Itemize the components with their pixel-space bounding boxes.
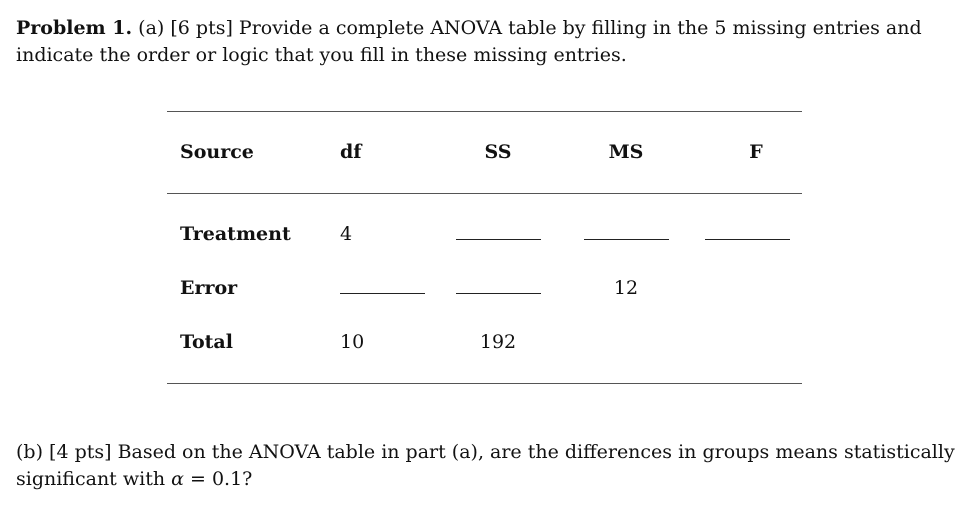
part-b-text: (b) [4 pts] Based on the ANOVA table in part (a), are the differences in groups means statistically significant with — [16, 441, 955, 490]
problem-heading: Problem 1. — [16, 17, 133, 39]
header-source: Source — [180, 141, 254, 163]
row-treatment-df: 4 — [340, 223, 353, 245]
error-df-blank — [340, 293, 425, 294]
header-ss: SS — [484, 141, 512, 163]
treatment-f-blank — [705, 239, 790, 240]
problem-1-part-b — [16, 439, 956, 493]
header-ms: MS — [608, 141, 644, 163]
row-error-source: Error — [180, 277, 238, 299]
header-f: F — [749, 141, 763, 163]
alpha-value: = 0.1? — [183, 468, 253, 490]
alpha-symbol: α — [171, 468, 184, 490]
row-error-ms: 12 — [613, 277, 639, 299]
problem-1-part-a — [16, 15, 956, 69]
row-treatment-source: Treatment — [180, 223, 291, 245]
row-total-source: Total — [180, 331, 233, 353]
table-header-rule — [167, 193, 802, 194]
treatment-ss-blank — [456, 239, 541, 240]
row-total-ss: 192 — [479, 331, 517, 353]
treatment-ms-blank — [584, 239, 669, 240]
row-total-df: 10 — [340, 331, 365, 353]
part-a-text: (a) [6 pts] Provide a complete ANOVA table by filling in the 5 missing entries and indicate the order or logic that you fill in these missing entries. — [16, 17, 922, 66]
error-ss-blank — [456, 293, 541, 294]
header-df: df — [340, 141, 362, 163]
table-bottom-rule — [167, 383, 802, 384]
table-top-rule — [167, 111, 802, 112]
